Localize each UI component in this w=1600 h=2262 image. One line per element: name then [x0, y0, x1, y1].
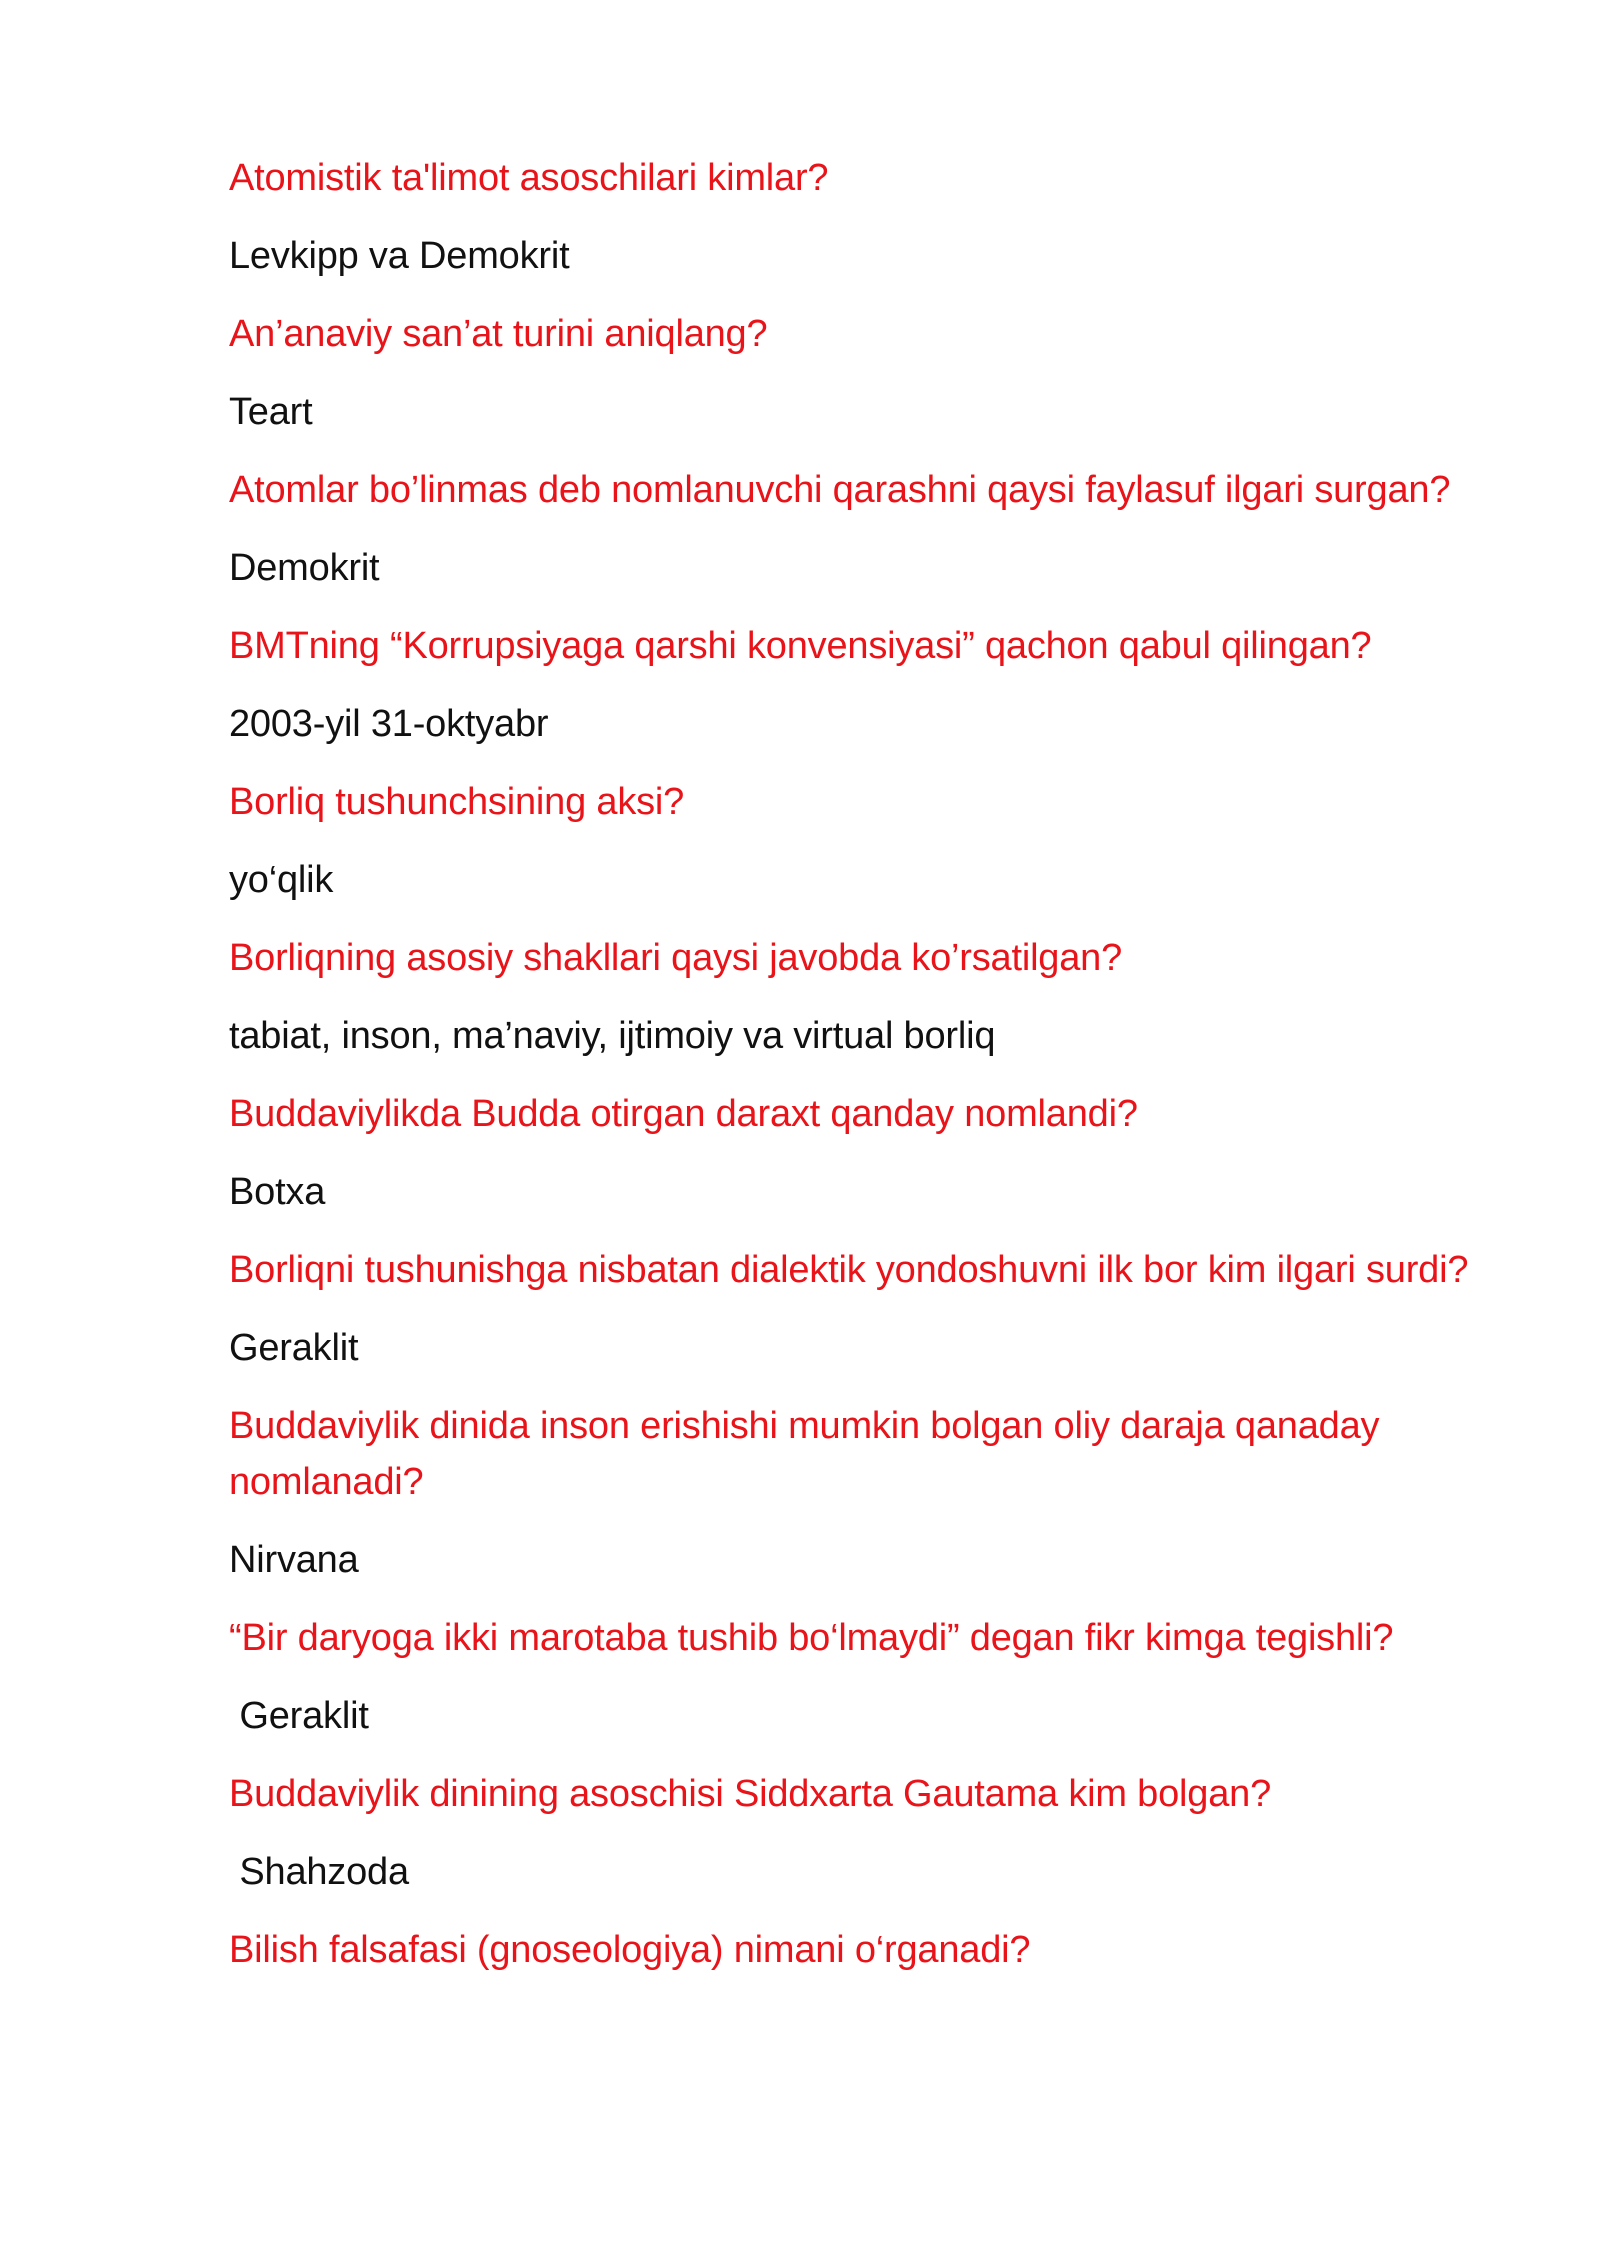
- answer-text: Levkipp va Demokrit: [229, 235, 570, 277]
- question-text: Borliqni tushunishga nisbatan dialektik yondoshuvni ilk bor kim ilgari surdi?: [229, 1249, 1469, 1291]
- answer-text: Shahzoda: [229, 1851, 409, 1893]
- question-text: Buddaviylik dinining asoschisi Siddxarta Gautama kim bolgan?: [229, 1773, 1272, 1815]
- question-text: Borliq tushunchsining aksi?: [229, 781, 685, 823]
- question-text: “Bir daryoga ikki marotaba tushib bo‘lmaydi” degan fikr kimga tegishli?: [229, 1617, 1394, 1659]
- answer-text: tabiat, inson, ma’naviy, ijtimoiy va virtual borliq: [229, 1015, 996, 1057]
- question-text: Buddaviylik dinida inson erishishi mumkin bolgan oliy daraja qanaday nomlanadi?: [229, 1405, 1390, 1503]
- answer-text: 2003-yil 31-oktyabr: [229, 703, 549, 745]
- document-page: [229, 150, 1489, 2200]
- answer-text: Geraklit: [229, 1695, 369, 1737]
- question-text: Atomlar bo’linmas deb nomlanuvchi qarashni qaysi faylasuf ilgari surgan?: [229, 469, 1451, 511]
- question-text: Borliqning asosiy shakllari qaysi javobda ko’rsatilgan?: [229, 937, 1123, 979]
- answer-text: yo‘qlik: [229, 859, 334, 901]
- question-text: Atomistik ta'limot asoschilari kimlar?: [229, 157, 829, 199]
- answer-text: Botxa: [229, 1171, 326, 1213]
- question-text: Bilish falsafasi (gnoseologiya) nimani o‘rganadi?: [229, 1929, 1031, 1971]
- question-text: Buddaviylikda Budda otirgan daraxt qanday nomlandi?: [229, 1093, 1138, 1135]
- answer-text: Nirvana: [229, 1539, 359, 1581]
- answer-text: Geraklit: [229, 1327, 359, 1369]
- question-answer-list: [229, 150, 1489, 1978]
- question-text: BMTning “Korrupsiyaga qarshi konvensiyasi” qachon qabul qilingan?: [229, 625, 1372, 667]
- question-text: An’anaviy san’at turini aniqlang?: [229, 313, 768, 355]
- answer-text: Teart: [229, 391, 313, 433]
- answer-text: Demokrit: [229, 547, 380, 589]
